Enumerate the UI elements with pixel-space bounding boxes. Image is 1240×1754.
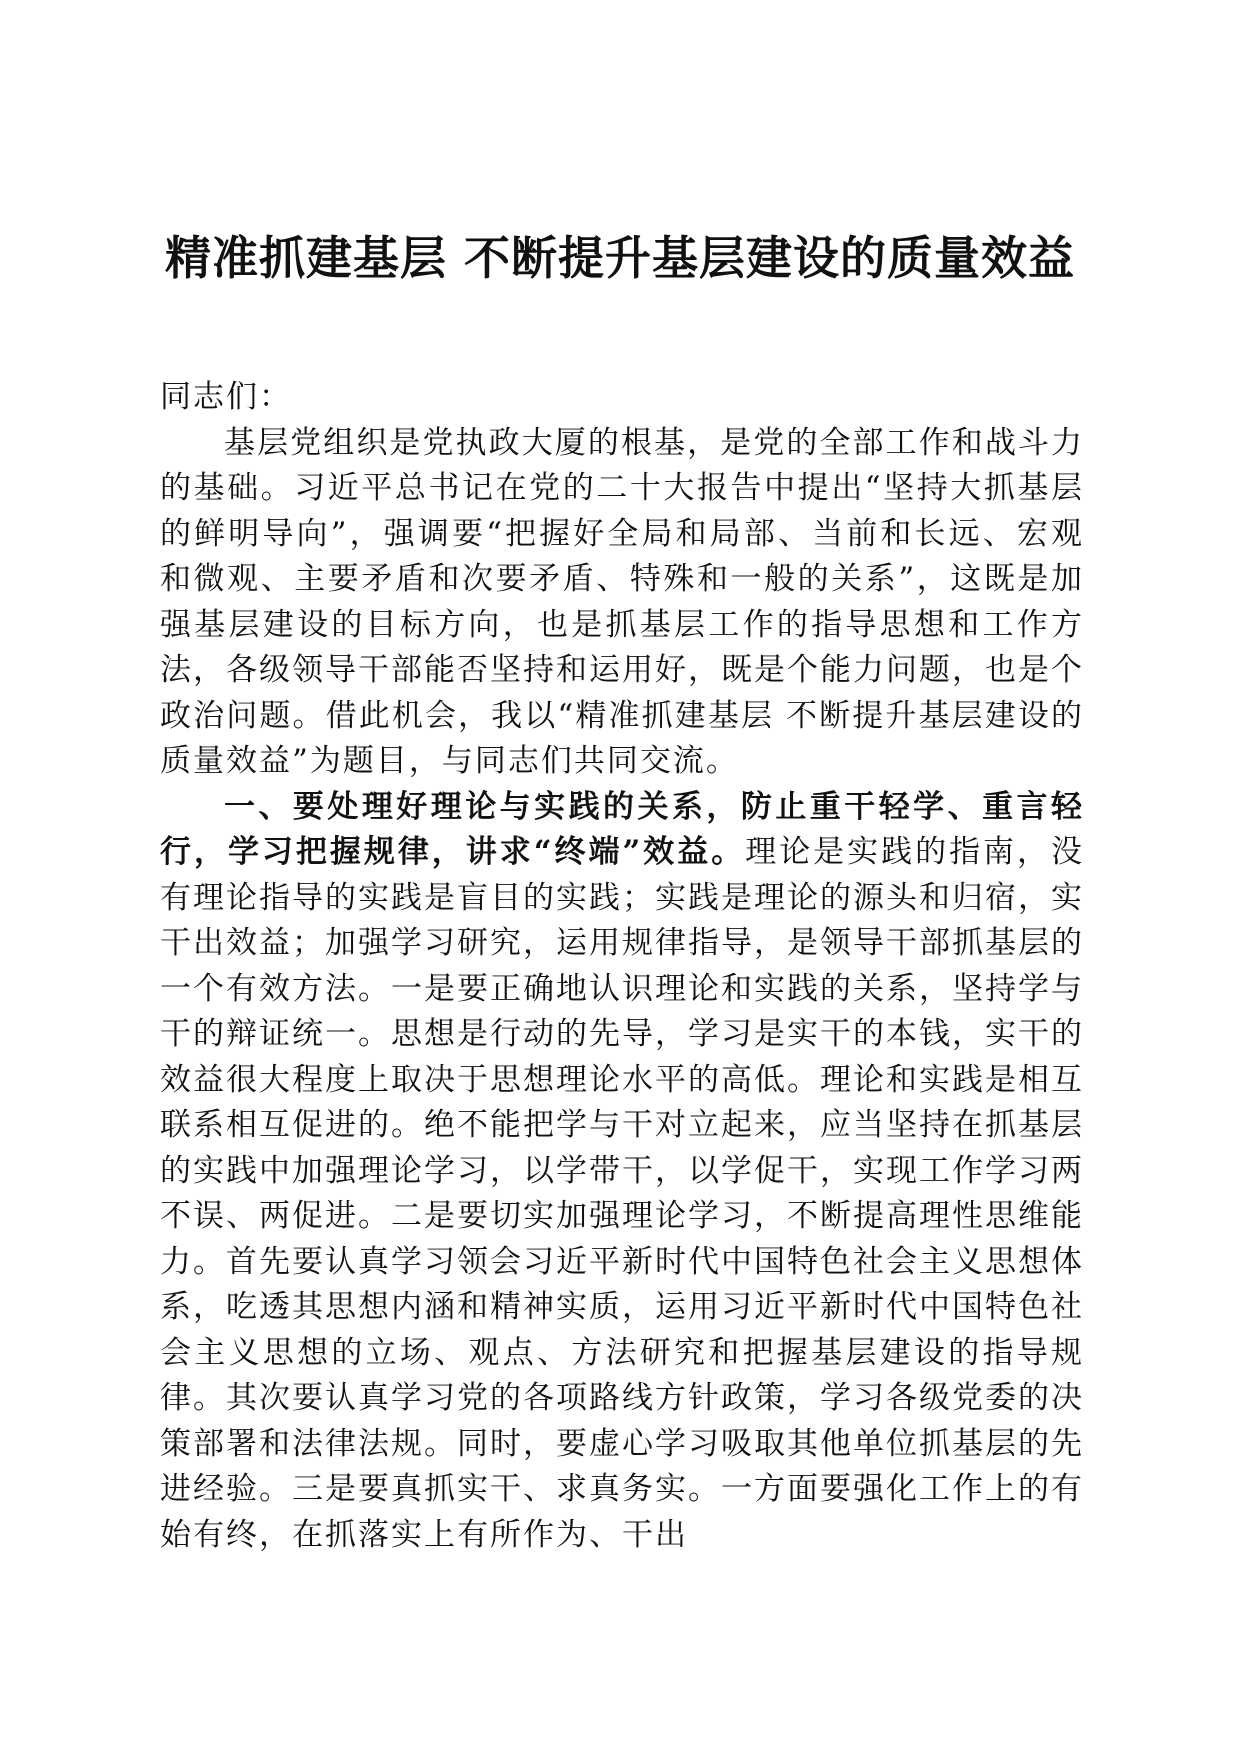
paragraph-intro: 基层党组织是党执政大厦的根基，是党的全部工作和战斗力的基础。习近平总书记在党的二十大报告中提出“坚持大抓基层的鲜明导向”，强调要“把握好全局和局部、当前和长远、宏观和微观、主要矛盾和次要矛盾、特殊和一般的关系”，这既是加强基层建设的目标方向，也是抓基层工作的指导思想和工作方法，各级领导干部能否坚持和运用好，既是个能力问题，也是个政治问题。借此机会，我以“精准抓建基层 不断提升基层建设的质量效益”为题目，与同志们共同交流。 <box>160 424 1084 779</box>
document-title: 精准抓建基层 不断提升基层建设的质量效益 <box>164 231 1075 285</box>
section-1-heading: 一、要处理好理论与实践的关系，防止重干轻学、重言轻行，学习把握规律，讲求“终端”效益。 <box>160 788 1084 870</box>
section-1-body: 理论是实践的指南，没有理论指导的实践是盲目的实践；实践是理论的源头和归宿，实干出效益；加强学习研究，运用规律指导，是领导干部抓基层的一个有效方法。一是要正确地认识理论和实践的关系，坚持学与干的辩证统一。思想是行动的先导，学习是实干的本钱，实干的效益很大程度上取决于思想理论水平的高低。理论和实践是相互联系相互促进的。绝不能把学与干对立起来，应当坚持在抓基层的实践中加强理论学习，以学带干，以学促干，实现工作学习两不误、两促进。二是要切实加强理论学习，不断提高理性思维能力。首先要认真学习领会习近平新时代中国特色社会主义思想体系，吃透其思想内涵和精神实质，运用习近平新时代中国特色社会主义思想的立场、观点、方法研究和把握基层建设的指导规律。其次要认真学习党的各项路线方针政策，学习各级党委的决策部署和法律法规。同时，要虚心学习吸取其他单位抓基层的先进经验。三是要真抓实干、求真务实。一方面要强化工作上的有始有终，在抓落实上有所作为、干出 <box>160 834 1084 1553</box>
salutation: 同志们： <box>160 379 292 415</box>
document-body <box>160 375 1084 1558</box>
paragraph-section-1 <box>160 785 1084 1559</box>
